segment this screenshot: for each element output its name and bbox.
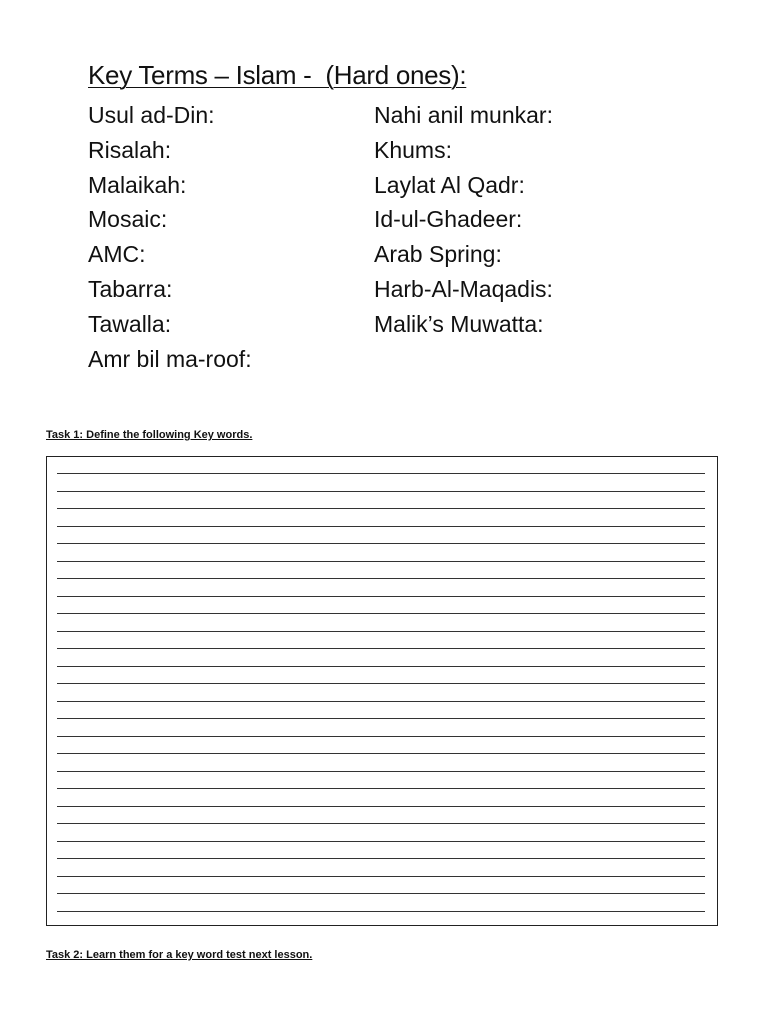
writing-line — [57, 736, 705, 737]
task-2-instruction: Task 2: Learn them for a key word test next lesson. — [46, 949, 313, 961]
writing-line — [57, 648, 705, 649]
writing-line — [57, 771, 705, 772]
writing-line — [57, 753, 705, 754]
answer-writing-box[interactable] — [46, 456, 718, 926]
key-term: Usul ad-Din: — [88, 102, 215, 128]
writing-line — [57, 683, 705, 684]
key-terms-right-column — [374, 98, 553, 342]
key-term: Arab Spring: — [374, 241, 502, 268]
writing-line — [57, 508, 705, 509]
key-term: Tabarra: — [88, 275, 173, 302]
key-term: Id-ul-Ghadeer: — [374, 206, 523, 233]
writing-line — [57, 613, 705, 614]
key-term: Tawalla: — [88, 310, 172, 337]
key-term: Khums: — [374, 136, 452, 163]
key-term: Nahi anil munkar: — [374, 102, 553, 128]
writing-line — [57, 473, 705, 474]
writing-line — [57, 788, 705, 789]
writing-line — [57, 893, 705, 894]
key-term: Harb-Al-Maqadis: — [374, 275, 553, 302]
writing-line — [57, 526, 705, 527]
writing-line — [57, 561, 705, 562]
writing-line — [57, 858, 705, 859]
key-term: AMC: — [88, 241, 146, 268]
key-term: Mosaic: — [88, 206, 168, 233]
writing-line — [57, 823, 705, 824]
worksheet-title: Key Terms – Islam - (Hard ones): — [88, 60, 467, 90]
writing-line — [57, 596, 705, 597]
writing-line — [57, 841, 705, 842]
key-term: Amr bil ma-roof: — [88, 345, 252, 372]
writing-line — [57, 911, 705, 912]
key-term: Malaikah: — [88, 171, 187, 198]
writing-line — [57, 578, 705, 579]
key-term: Laylat Al Qadr: — [374, 171, 525, 198]
writing-line — [57, 543, 705, 544]
task-1-instruction: Task 1: Define the following Key words. — [46, 429, 253, 441]
writing-line — [57, 666, 705, 667]
writing-line — [57, 631, 705, 632]
key-term: Malik’s Muwatta: — [374, 310, 544, 337]
writing-line — [57, 806, 705, 807]
writing-line — [57, 876, 705, 877]
key-term: Risalah: — [88, 136, 172, 163]
key-terms-left-column — [88, 98, 252, 376]
writing-line — [57, 701, 705, 702]
writing-line — [57, 491, 705, 492]
writing-line — [57, 718, 705, 719]
